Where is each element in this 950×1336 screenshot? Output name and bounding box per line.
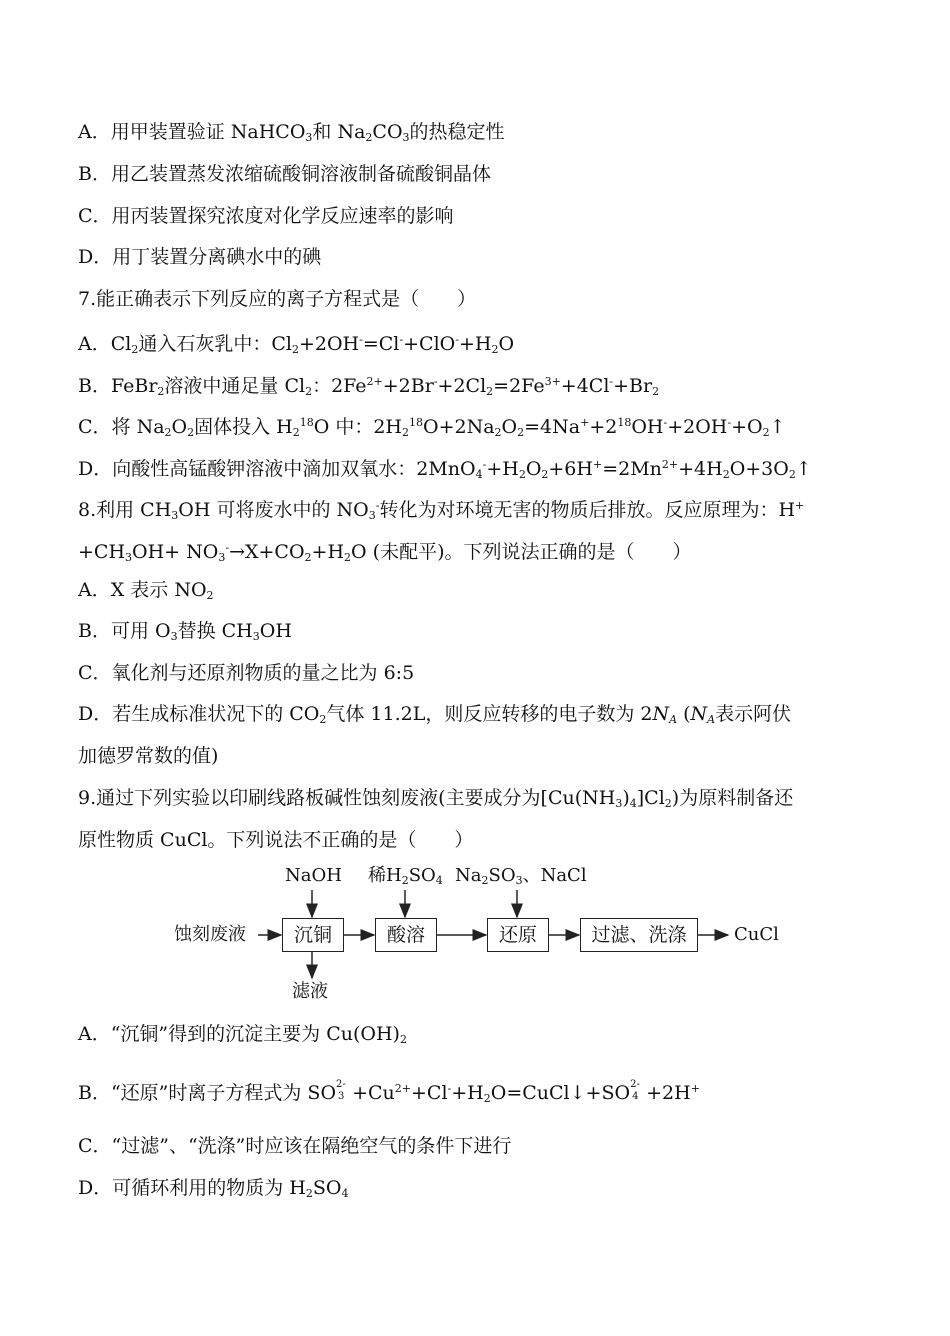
- flow-start-label: 蚀刻废液: [174, 924, 246, 945]
- q9-option-a: A．“沉铜”得到的沉淀主要为 $Cu(OH)_2$: [78, 1023, 407, 1046]
- q8-stem-line2: $+CH_3OH+ NO_3^-\to X+CO_2+H_2O$ (未配平)。下列说法正确的是（ ）: [78, 541, 692, 564]
- flow-step-huanyuan: [487, 918, 549, 952]
- q6-option-b: B．用乙装置蒸发浓缩硫酸铜溶液制备硫酸铜晶体: [78, 163, 491, 185]
- q7-option-b: B．FeBr$_2$溶液中通足量 $Cl_2$：$2Fe^{2+}+2Br^-+2Cl_2=2Fe^{3+}+4Cl^-+Br_2$: [78, 375, 660, 398]
- flow-step-chentong: [282, 918, 344, 952]
- flow-step-label: 还原: [498, 924, 537, 946]
- q9-option-b: B．“还原”时离子方程式为 SO 2- 3 $+Cu^{2+}+Cl^-+H_2O=CuCl↓+SO$ 2- 4 +2H+: [78, 1079, 700, 1105]
- q8-option-d-line2: 加德罗常数的值): [78, 745, 219, 767]
- q8-stem-line1: 8.利用 $CH_3OH$ 可将废水中的 $NO_3^-$转化为对环境无害的物质后排放。反应原理为：H+: [78, 499, 805, 522]
- q9-stem-line1: 9.通过下列实验以印刷线路板碱性蚀刻废液(主要成分为$[Cu(NH_3)_4]Cl_2$)为原料制备还: [78, 787, 794, 810]
- flow-step-label: 酸溶: [386, 924, 425, 946]
- q6-option-c: C．用丙装置探究浓度对化学反应速率的影响: [78, 205, 454, 227]
- flow-input-naoh: NaOH: [285, 865, 342, 886]
- q7-stem: 7.能正确表示下列反应的离子方程式是（ ）: [78, 288, 477, 310]
- q6-option-d: D．用丁装置分离碘水中的碘: [78, 246, 322, 268]
- q8-option-c: C．氧化剂与还原剂物质的量之比为 6:5: [78, 662, 415, 684]
- flow-step-suanrong: [375, 918, 437, 952]
- q8-option-b: B．可用 $O_3$替换 $CH_3OH$: [78, 620, 292, 643]
- flow-input-h2so4: 稀$H_2SO_4$: [368, 865, 443, 887]
- q8-option-a: A．X 表示 $NO_2$: [78, 579, 214, 602]
- q9-stem-line2: 原性物质 CuCl。下列说法不正确的是（ ）: [78, 829, 474, 851]
- q9-option-c: C．“过滤”、“洗涤”时应该在隔绝空气的条件下进行: [78, 1135, 512, 1157]
- q7-option-c: C．将 $Na_2O_2$固体投入 $H_2^{18}O$ 中：$2H_2^{18}O+2Na_2O_2=4Na^++2^{18}OH^-+2OH^-+O_2↑$: [78, 416, 786, 439]
- q7-option-d: D．向酸性高锰酸钾溶液中滴加双氧水：$2MnO_4^-+H_2O_2+6H^+=2Mn^{2+}+4H_2O+3O_2↑$: [78, 458, 812, 481]
- q6-option-a: A．用甲装置验证 NaHCO$_3$和 $Na_2CO_3$的热稳定性: [78, 121, 505, 144]
- flow-output-filtrate: 滤液: [292, 981, 328, 1002]
- q7-option-a: A．$Cl_2$通入石灰乳中：$Cl_2+2OH^-=Cl^-+ClO^-+H_2O$: [78, 333, 515, 356]
- flow-step-label: 沉铜: [293, 924, 332, 946]
- q9-option-d: D．可循环利用的物质为 $H_2SO_4$: [78, 1177, 349, 1200]
- flow-step-filter-wash: [580, 918, 698, 952]
- q8-option-d-line1: D．若生成标准状况下的 $CO_2$气体 11.2L，则反应转移的电子数为 $2N_A$ ($N_A$表示阿伏: [78, 703, 792, 726]
- flow-end-label: CuCl: [734, 924, 779, 945]
- flow-step-label: 过滤、洗涤: [591, 924, 687, 946]
- flow-input-na2so3-nacl: $Na_2SO_3$、NaCl: [455, 865, 587, 887]
